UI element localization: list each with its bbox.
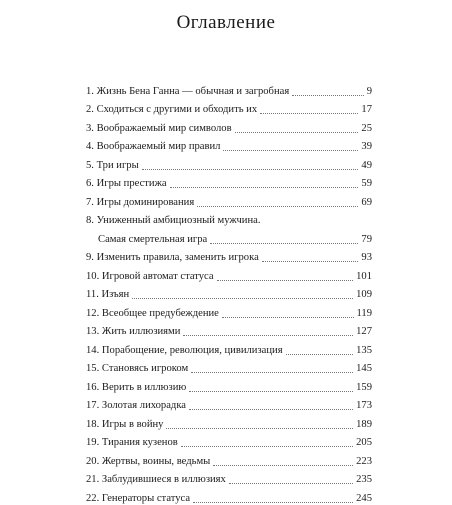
toc-page-number: 93 bbox=[361, 252, 372, 263]
dot-leader bbox=[183, 335, 353, 336]
dot-leader bbox=[229, 483, 353, 484]
dot-leader bbox=[166, 428, 353, 429]
toc-page-number: 69 bbox=[361, 196, 372, 208]
toc-entry bbox=[86, 98, 372, 117]
toc-page-number: 17 bbox=[361, 104, 372, 115]
toc-entry bbox=[86, 190, 372, 209]
toc-entry-title: 2. Сходиться с другими и обходить их bbox=[86, 104, 258, 115]
toc-page-number: 189 bbox=[356, 418, 372, 430]
toc-entry bbox=[86, 301, 372, 320]
toc-entry-title: 7. Игры доминирования bbox=[86, 196, 195, 208]
toc-entry-title: 13. Жить иллюзиями bbox=[86, 326, 181, 337]
toc-page-number: 223 bbox=[356, 455, 372, 467]
toc-entry bbox=[86, 172, 372, 191]
toc-page-number: 173 bbox=[356, 400, 372, 411]
toc-page-number: 119 bbox=[356, 307, 372, 319]
dot-leader bbox=[197, 206, 358, 207]
toc-page-number: 235 bbox=[356, 474, 372, 485]
toc-page-number: 145 bbox=[356, 363, 372, 374]
toc-entry bbox=[86, 283, 372, 302]
toc-page-number: 79 bbox=[361, 233, 372, 245]
dot-leader bbox=[189, 391, 353, 392]
toc-page-number: 127 bbox=[356, 326, 372, 337]
toc-page-number: 109 bbox=[356, 289, 372, 300]
toc-page-number: 159 bbox=[356, 381, 372, 393]
toc-entry bbox=[86, 338, 372, 357]
toc-entry-title: 4. Воображаемый мир правил bbox=[86, 141, 221, 152]
dot-leader bbox=[191, 372, 353, 373]
toc-entry bbox=[86, 79, 372, 98]
dot-leader bbox=[217, 280, 354, 281]
toc-entry-title: 16. Верить в иллюзию bbox=[86, 381, 187, 393]
toc-entry bbox=[86, 153, 372, 172]
toc-entry-title: 1. Жизнь Бена Ганна — обычная и загробная bbox=[86, 85, 290, 97]
toc-entry bbox=[86, 394, 372, 413]
toc-entry bbox=[86, 264, 372, 283]
toc-entry-title: 15. Становясь игроком bbox=[86, 363, 189, 374]
toc-page-number: 25 bbox=[361, 122, 372, 134]
table-of-contents bbox=[86, 79, 372, 505]
toc-entry-title: 19. Тирания кузенов bbox=[86, 437, 178, 448]
toc-entry-title-continued: Самая смертельная игра bbox=[98, 233, 208, 245]
dot-leader bbox=[142, 169, 359, 170]
dot-leader bbox=[213, 465, 353, 466]
toc-entry-title: 8. Униженный амбициозный мужчина. bbox=[86, 215, 261, 226]
dot-leader bbox=[292, 95, 364, 96]
dot-leader bbox=[181, 446, 353, 447]
toc-entry-title: 9. Изменить правила, заменить игрока bbox=[86, 252, 259, 263]
toc-page-number: 49 bbox=[361, 159, 372, 171]
dot-leader bbox=[286, 354, 354, 355]
toc-entry-title: 11. Изъян bbox=[86, 289, 130, 300]
dot-leader bbox=[132, 298, 353, 299]
toc-entry bbox=[86, 320, 372, 339]
toc-entry-title: 5. Три игры bbox=[86, 159, 139, 171]
toc-entry bbox=[86, 431, 372, 450]
toc-page-number: 9 bbox=[366, 85, 372, 97]
toc-entry-title: 22. Генераторы статуса bbox=[86, 492, 191, 504]
toc-entry bbox=[86, 412, 372, 431]
dot-leader bbox=[222, 317, 354, 318]
toc-entry bbox=[86, 135, 372, 154]
toc-entry-title: 3. Воображаемый мир символов bbox=[86, 122, 232, 134]
toc-entry-title: 18. Игры в войну bbox=[86, 418, 164, 430]
toc-page-number: 39 bbox=[361, 141, 372, 152]
dot-leader bbox=[189, 409, 353, 410]
dot-leader bbox=[193, 502, 353, 503]
toc-entry bbox=[86, 246, 372, 265]
toc-entry bbox=[86, 357, 372, 376]
toc-entry-title: 20. Жертвы, воины, ведьмы bbox=[86, 455, 211, 467]
dot-leader bbox=[260, 113, 358, 114]
dot-leader bbox=[235, 132, 359, 133]
toc-entry-title: 21. Заблудившиеся в иллюзиях bbox=[86, 474, 226, 485]
dot-leader bbox=[262, 261, 359, 262]
toc-entry-title: 10. Игровой автомат статуса bbox=[86, 270, 214, 282]
toc-page-number: 135 bbox=[356, 344, 372, 356]
toc-entry bbox=[86, 486, 372, 505]
toc-page-number: 59 bbox=[361, 178, 372, 189]
toc-entry-title: 12. Всеобщее предубеждение bbox=[86, 307, 219, 319]
toc-entry bbox=[86, 375, 372, 394]
page-title: Оглавление bbox=[176, 12, 276, 33]
toc-entry-title: 17. Золотая лихорадка bbox=[86, 400, 187, 411]
toc-page-number: 101 bbox=[356, 270, 372, 282]
toc-entry-title: 14. Порабощение, революция, цивилизация bbox=[86, 344, 283, 356]
toc-entry bbox=[86, 209, 372, 246]
toc-page-number: 245 bbox=[356, 492, 372, 504]
dot-leader bbox=[223, 150, 358, 151]
toc-entry-title: 6. Игры престижа bbox=[86, 178, 167, 189]
dot-leader bbox=[170, 187, 359, 188]
dot-leader bbox=[210, 243, 358, 244]
toc-entry bbox=[86, 116, 372, 135]
toc-entry bbox=[86, 468, 372, 487]
toc-page-number: 205 bbox=[356, 437, 372, 448]
